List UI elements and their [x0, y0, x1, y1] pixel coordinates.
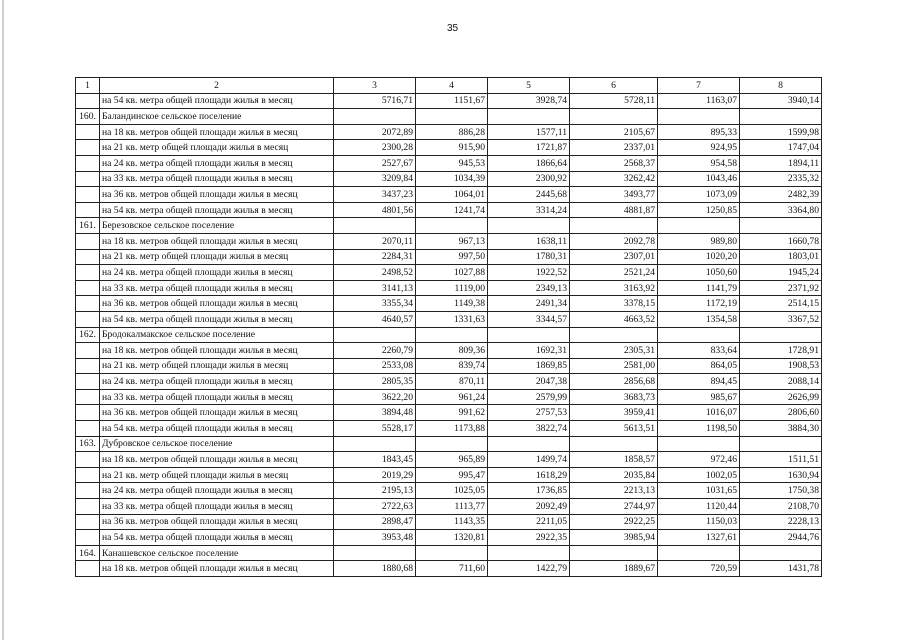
value-cell: 2072,89 [334, 124, 416, 140]
empty-cell [740, 545, 822, 561]
value-cell: 3493,77 [570, 187, 658, 203]
row-label: на 18 кв. метров общей площади жилья в месяц [100, 561, 334, 577]
row-label: на 36 кв. метров общей площади жилья в месяц [100, 296, 334, 312]
value-cell: 2211,05 [488, 514, 570, 530]
value-cell: 1172,19 [658, 296, 740, 312]
value-cell: 2349,13 [488, 280, 570, 296]
value-cell: 1002,05 [658, 467, 740, 483]
value-cell: 1858,57 [570, 452, 658, 468]
row-label: на 21 кв. метр общей площади жилья в месяц [100, 249, 334, 265]
value-cell: 1050,60 [658, 265, 740, 281]
row-label: на 54 кв. метра общей площади жилья в месяц [100, 421, 334, 437]
value-cell: 2105,67 [570, 124, 658, 140]
table-row [76, 124, 822, 140]
row-label: на 24 кв. метра общей площади жилья в месяц [100, 265, 334, 281]
empty-cell [76, 561, 100, 577]
empty-cell [76, 171, 100, 187]
value-cell: 2922,25 [570, 514, 658, 530]
value-cell: 967,13 [416, 233, 488, 249]
value-cell: 2195,13 [334, 483, 416, 499]
value-cell: 1120,44 [658, 499, 740, 515]
value-cell: 1721,87 [488, 140, 570, 156]
value-cell: 5716,71 [334, 93, 416, 109]
section-title: Дубровское сельское поселение [100, 436, 334, 452]
value-cell: 2047,38 [488, 374, 570, 390]
value-cell: 1020,20 [658, 249, 740, 265]
table-row [76, 421, 822, 437]
value-cell: 5613,51 [570, 421, 658, 437]
value-cell: 991,62 [416, 405, 488, 421]
value-cell: 965,89 [416, 452, 488, 468]
value-cell: 1149,38 [416, 296, 488, 312]
table-row [76, 499, 822, 515]
column-number: 7 [658, 78, 740, 94]
empty-cell [740, 218, 822, 234]
empty-cell [334, 327, 416, 343]
empty-cell [570, 545, 658, 561]
empty-cell [658, 218, 740, 234]
value-cell: 3683,73 [570, 389, 658, 405]
table-row [76, 140, 822, 156]
value-cell: 3959,41 [570, 405, 658, 421]
value-cell: 1320,81 [416, 530, 488, 546]
value-cell: 4640,57 [334, 311, 416, 327]
empty-cell [740, 436, 822, 452]
value-cell: 1889,67 [570, 561, 658, 577]
column-number: 2 [100, 78, 334, 94]
section-title: Березовское сельское поселение [100, 218, 334, 234]
value-cell: 2284,31 [334, 249, 416, 265]
value-cell: 2944,76 [740, 530, 822, 546]
value-cell: 2092,78 [570, 233, 658, 249]
row-label: на 54 кв. метра общей площади жилья в месяц [100, 530, 334, 546]
value-cell: 1031,65 [658, 483, 740, 499]
value-cell: 3262,42 [570, 171, 658, 187]
table-row [76, 514, 822, 530]
empty-cell [416, 436, 488, 452]
value-cell: 894,45 [658, 374, 740, 390]
value-cell: 995,47 [416, 467, 488, 483]
table-row [76, 233, 822, 249]
empty-cell [658, 109, 740, 125]
value-cell: 1250,85 [658, 202, 740, 218]
row-label: на 21 кв. метр общей площади жилья в месяц [100, 467, 334, 483]
value-cell: 2856,68 [570, 374, 658, 390]
empty-cell [416, 218, 488, 234]
empty-cell [76, 405, 100, 421]
value-cell: 2533,08 [334, 358, 416, 374]
table-row [76, 405, 822, 421]
value-cell: 711,60 [416, 561, 488, 577]
scan-edge [2, 0, 4, 640]
column-number: 1 [76, 78, 100, 94]
column-number: 3 [334, 78, 416, 94]
value-cell: 924,95 [658, 140, 740, 156]
value-cell: 4881,87 [570, 202, 658, 218]
value-cell: 1499,74 [488, 452, 570, 468]
value-cell: 1073,09 [658, 187, 740, 203]
empty-cell [334, 436, 416, 452]
value-cell: 2805,35 [334, 374, 416, 390]
value-cell: 5528,17 [334, 421, 416, 437]
value-cell: 3822,74 [488, 421, 570, 437]
value-cell: 1894,11 [740, 155, 822, 171]
value-cell: 2527,67 [334, 155, 416, 171]
value-cell: 2108,70 [740, 499, 822, 515]
value-cell: 2498,52 [334, 265, 416, 281]
empty-cell [570, 327, 658, 343]
value-cell: 2260,79 [334, 343, 416, 359]
row-label: на 33 кв. метра общей площади жилья в месяц [100, 389, 334, 405]
value-cell: 2626,99 [740, 389, 822, 405]
value-cell: 2300,92 [488, 171, 570, 187]
value-cell: 3209,84 [334, 171, 416, 187]
value-cell: 3344,57 [488, 311, 570, 327]
value-cell: 2521,24 [570, 265, 658, 281]
value-cell: 1143,35 [416, 514, 488, 530]
value-cell: 997,50 [416, 249, 488, 265]
row-label: на 18 кв. метров общей площади жилья в месяц [100, 452, 334, 468]
table-row [76, 265, 822, 281]
table-row [76, 358, 822, 374]
value-cell: 2300,28 [334, 140, 416, 156]
empty-cell [76, 483, 100, 499]
row-label: на 36 кв. метров общей площади жилья в месяц [100, 187, 334, 203]
value-cell: 1599,98 [740, 124, 822, 140]
value-cell: 3378,15 [570, 296, 658, 312]
value-cell: 1141,79 [658, 280, 740, 296]
row-label: на 24 кв. метра общей площади жилья в месяц [100, 155, 334, 171]
table-row [76, 249, 822, 265]
empty-cell [76, 187, 100, 203]
value-cell: 4801,56 [334, 202, 416, 218]
table-row [76, 171, 822, 187]
row-label: на 24 кв. метра общей площади жилья в месяц [100, 483, 334, 499]
value-cell: 2070,11 [334, 233, 416, 249]
value-cell: 1908,53 [740, 358, 822, 374]
column-number: 8 [740, 78, 822, 94]
empty-cell [76, 343, 100, 359]
value-cell: 1198,50 [658, 421, 740, 437]
value-cell: 1843,45 [334, 452, 416, 468]
table-row [76, 280, 822, 296]
empty-cell [76, 265, 100, 281]
value-cell: 3953,48 [334, 530, 416, 546]
value-cell: 1866,64 [488, 155, 570, 171]
empty-cell [76, 296, 100, 312]
value-cell: 1630,94 [740, 467, 822, 483]
value-cell: 1331,63 [416, 311, 488, 327]
value-cell: 1241,74 [416, 202, 488, 218]
value-cell: 1327,61 [658, 530, 740, 546]
table-row [76, 374, 822, 390]
table-row [76, 202, 822, 218]
value-cell: 1150,03 [658, 514, 740, 530]
value-cell: 2898,47 [334, 514, 416, 530]
tariff-table [75, 77, 822, 577]
value-cell: 3355,34 [334, 296, 416, 312]
section-number: 160. [76, 109, 100, 125]
section-row [76, 327, 822, 343]
empty-cell [658, 545, 740, 561]
value-cell: 2757,53 [488, 405, 570, 421]
table-row [76, 187, 822, 203]
value-cell: 1736,85 [488, 483, 570, 499]
value-cell: 1025,05 [416, 483, 488, 499]
value-cell: 1511,51 [740, 452, 822, 468]
section-title: Канашевское сельское поселение [100, 545, 334, 561]
empty-cell [740, 327, 822, 343]
row-label: на 21 кв. метр общей площади жилья в месяц [100, 140, 334, 156]
section-title: Бродокалмакское сельское поселение [100, 327, 334, 343]
section-row [76, 436, 822, 452]
empty-cell [76, 499, 100, 515]
value-cell: 3141,13 [334, 280, 416, 296]
value-cell: 1728,91 [740, 343, 822, 359]
section-row [76, 545, 822, 561]
value-cell: 3364,80 [740, 202, 822, 218]
value-cell: 2491,34 [488, 296, 570, 312]
value-cell: 1016,07 [658, 405, 740, 421]
value-cell: 2568,37 [570, 155, 658, 171]
empty-cell [76, 374, 100, 390]
value-cell: 1151,67 [416, 93, 488, 109]
table-row [76, 452, 822, 468]
value-cell: 3163,92 [570, 280, 658, 296]
value-cell: 3940,14 [740, 93, 822, 109]
empty-cell [76, 358, 100, 374]
value-cell: 1043,46 [658, 171, 740, 187]
empty-cell [416, 109, 488, 125]
table-body [76, 93, 822, 576]
value-cell: 2922,35 [488, 530, 570, 546]
column-number: 4 [416, 78, 488, 94]
value-cell: 4663,52 [570, 311, 658, 327]
empty-cell [76, 124, 100, 140]
row-label: на 54 кв. метра общей площади жилья в месяц [100, 202, 334, 218]
value-cell: 1692,31 [488, 343, 570, 359]
empty-cell [488, 109, 570, 125]
value-cell: 989,80 [658, 233, 740, 249]
value-cell: 1422,79 [488, 561, 570, 577]
row-label: на 33 кв. метра общей площади жилья в месяц [100, 280, 334, 296]
value-cell: 1922,52 [488, 265, 570, 281]
value-cell: 3928,74 [488, 93, 570, 109]
value-cell: 1163,07 [658, 93, 740, 109]
value-cell: 1660,78 [740, 233, 822, 249]
page-number: 35 [446, 23, 459, 34]
empty-cell [488, 436, 570, 452]
value-cell: 5728,11 [570, 93, 658, 109]
empty-cell [76, 140, 100, 156]
empty-cell [76, 467, 100, 483]
empty-cell [76, 452, 100, 468]
empty-cell [334, 109, 416, 125]
value-cell: 1618,29 [488, 467, 570, 483]
value-cell: 2579,99 [488, 389, 570, 405]
value-cell: 1354,58 [658, 311, 740, 327]
empty-cell [488, 218, 570, 234]
row-label: на 18 кв. метров общей площади жилья в месяц [100, 124, 334, 140]
value-cell: 2581,00 [570, 358, 658, 374]
value-cell: 2335,32 [740, 171, 822, 187]
value-cell: 833,64 [658, 343, 740, 359]
value-cell: 1034,39 [416, 171, 488, 187]
value-cell: 1577,11 [488, 124, 570, 140]
value-cell: 2019,29 [334, 467, 416, 483]
empty-cell [416, 545, 488, 561]
section-row [76, 109, 822, 125]
table-row [76, 530, 822, 546]
value-cell: 1431,78 [740, 561, 822, 577]
value-cell: 870,11 [416, 374, 488, 390]
table-row [76, 311, 822, 327]
empty-cell [416, 327, 488, 343]
empty-cell [488, 327, 570, 343]
table-row [76, 343, 822, 359]
value-cell: 2337,01 [570, 140, 658, 156]
section-number: 164. [76, 545, 100, 561]
table-row [76, 561, 822, 577]
table-row [76, 389, 822, 405]
value-cell: 1780,31 [488, 249, 570, 265]
value-cell: 2482,39 [740, 187, 822, 203]
table-row [76, 296, 822, 312]
empty-cell [76, 233, 100, 249]
row-label: на 18 кв. метров общей площади жилья в месяц [100, 343, 334, 359]
value-cell: 864,05 [658, 358, 740, 374]
row-label: на 36 кв. метров общей площади жилья в месяц [100, 405, 334, 421]
value-cell: 915,90 [416, 140, 488, 156]
value-cell: 3314,24 [488, 202, 570, 218]
empty-cell [76, 249, 100, 265]
empty-cell [334, 545, 416, 561]
empty-cell [658, 436, 740, 452]
value-cell: 2371,92 [740, 280, 822, 296]
row-label: на 21 кв. метр общей площади жилья в месяц [100, 358, 334, 374]
empty-cell [334, 218, 416, 234]
value-cell: 1747,04 [740, 140, 822, 156]
value-cell: 1750,38 [740, 483, 822, 499]
column-number: 5 [488, 78, 570, 94]
value-cell: 3894,48 [334, 405, 416, 421]
row-label: на 24 кв. метра общей площади жилья в месяц [100, 374, 334, 390]
value-cell: 1113,77 [416, 499, 488, 515]
section-title: Баландинское сельское поселение [100, 109, 334, 125]
value-cell: 1638,11 [488, 233, 570, 249]
value-cell: 972,46 [658, 452, 740, 468]
value-cell: 2228,13 [740, 514, 822, 530]
row-label: на 33 кв. метра общей площади жилья в месяц [100, 171, 334, 187]
value-cell: 1869,85 [488, 358, 570, 374]
column-number-row [76, 78, 822, 94]
empty-cell [570, 218, 658, 234]
value-cell: 3884,30 [740, 421, 822, 437]
value-cell: 2305,31 [570, 343, 658, 359]
value-cell: 2213,13 [570, 483, 658, 499]
value-cell: 2307,01 [570, 249, 658, 265]
value-cell: 839,74 [416, 358, 488, 374]
value-cell: 2092,49 [488, 499, 570, 515]
empty-cell [76, 530, 100, 546]
section-number: 163. [76, 436, 100, 452]
empty-cell [740, 109, 822, 125]
value-cell: 3622,20 [334, 389, 416, 405]
value-cell: 2088,14 [740, 374, 822, 390]
value-cell: 1173,88 [416, 421, 488, 437]
value-cell: 2035,84 [570, 467, 658, 483]
section-row [76, 218, 822, 234]
empty-cell [76, 311, 100, 327]
section-number: 161. [76, 218, 100, 234]
value-cell: 886,28 [416, 124, 488, 140]
empty-cell [488, 545, 570, 561]
value-cell: 2744,97 [570, 499, 658, 515]
empty-cell [76, 202, 100, 218]
value-cell: 1119,00 [416, 280, 488, 296]
value-cell: 3985,94 [570, 530, 658, 546]
empty-cell [76, 421, 100, 437]
row-label: на 33 кв. метра общей площади жилья в месяц [100, 499, 334, 515]
value-cell: 2514,15 [740, 296, 822, 312]
empty-cell [570, 109, 658, 125]
empty-cell [76, 514, 100, 530]
empty-cell [570, 436, 658, 452]
empty-cell [658, 327, 740, 343]
value-cell: 2806,60 [740, 405, 822, 421]
value-cell: 3437,23 [334, 187, 416, 203]
value-cell: 961,24 [416, 389, 488, 405]
value-cell: 1803,01 [740, 249, 822, 265]
value-cell: 720,59 [658, 561, 740, 577]
empty-cell [76, 155, 100, 171]
value-cell: 1064,01 [416, 187, 488, 203]
value-cell: 1945,24 [740, 265, 822, 281]
value-cell: 945,53 [416, 155, 488, 171]
value-cell: 1880,68 [334, 561, 416, 577]
empty-cell [76, 280, 100, 296]
table-row [76, 93, 822, 109]
value-cell: 895,33 [658, 124, 740, 140]
value-cell: 985,67 [658, 389, 740, 405]
row-label: на 18 кв. метров общей площади жилья в месяц [100, 233, 334, 249]
table-row [76, 483, 822, 499]
value-cell: 2722,63 [334, 499, 416, 515]
value-cell: 954,58 [658, 155, 740, 171]
value-cell: 1027,88 [416, 265, 488, 281]
value-cell: 809,36 [416, 343, 488, 359]
value-cell: 2445,68 [488, 187, 570, 203]
table-row [76, 155, 822, 171]
section-number: 162. [76, 327, 100, 343]
row-label: на 36 кв. метров общей площади жилья в месяц [100, 514, 334, 530]
value-cell: 3367,52 [740, 311, 822, 327]
row-label: на 54 кв. метра общей площади жилья в месяц [100, 93, 334, 109]
table-row [76, 467, 822, 483]
empty-cell [76, 93, 100, 109]
row-label: на 54 кв. метра общей площади жилья в месяц [100, 311, 334, 327]
column-number: 6 [570, 78, 658, 94]
empty-cell [76, 389, 100, 405]
